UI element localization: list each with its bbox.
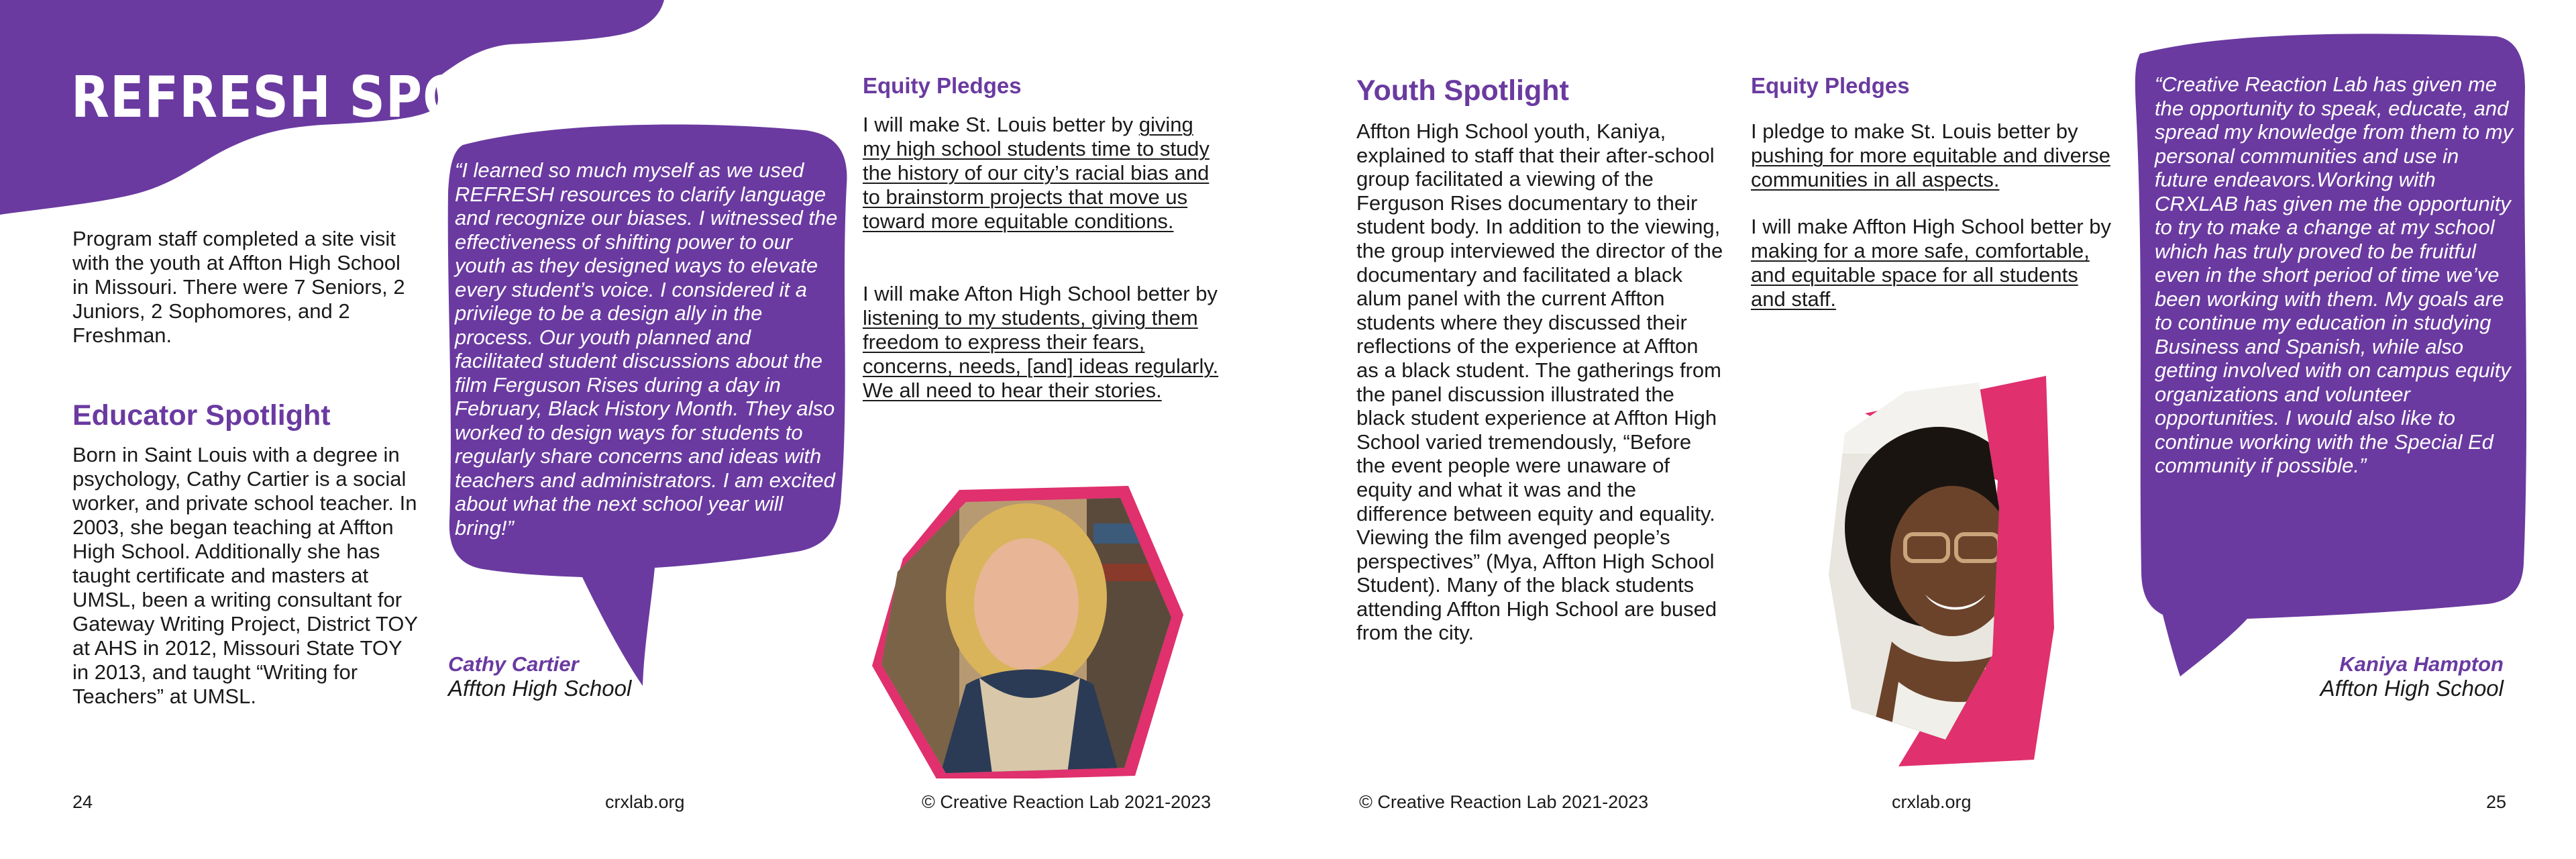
educator-quote: “I learned so much myself as we used REFRESH resources to clarify language and recognize our biases. I witnessed the effectiveness of shifting power to our youth as they designed ways to elevate every student’s voice. I considered it a privilege to be a design ally in the process. Our youth planned and facilitated student discussions about the film Ferguson Rises during a day in February, Black History Month. They also worked to design ways for students to regularly share concerns and ideas with teachers and administrators. I am excited about what the next school year will bring!” bbox=[455, 158, 838, 540]
footer-site-right: crxlab.org bbox=[1892, 792, 1972, 812]
pledge-stlouis-right bbox=[1751, 119, 2113, 192]
youth-spotlight-body: Affton High School youth, Kaniya, explained to staff that their after-school group facilitated a viewing of the Ferguson Rises documentary to their student body. In addition to the viewing, the group interviewed the director of the documentary and facilitated a black alum panel with the current Affton students where they discussed their reflections of the experience at Affton as a black student. The gatherings from the panel discussion illustrated the black student experience at Affton High School varied tremendously, “Before the event people were unaware of equity and what it was and the difference between equity and equality. Viewing the film avenged people’s perspectives” (Mya, Affton High School Student). Many of the black students attending Affton High School are bused from the city. bbox=[1356, 119, 1723, 645]
pledge-school-right bbox=[1751, 215, 2113, 311]
footer-page-number-left: 24 bbox=[72, 792, 93, 812]
pledge-text: I will make Affton High School better by bbox=[1751, 215, 2112, 238]
footer-page-number-right: 25 bbox=[2486, 792, 2507, 812]
pledge-underlined-text: listening to my students, giving them freedom to express their fears, concerns, needs, [and] ideas regularly. We all need to hear their stories. bbox=[863, 306, 1219, 402]
footer-copyright-right: © Creative Reaction Lab 2021-2023 bbox=[1359, 792, 1649, 812]
educator-spotlight-heading: Educator Spotlight bbox=[72, 399, 331, 432]
pledge-underlined-text: pushing for more equitable and diverse communities in all aspects. bbox=[1751, 144, 2110, 191]
youth-spotlight-heading: Youth Spotlight bbox=[1356, 74, 1569, 107]
educator-quote-name: Cathy Cartier bbox=[448, 652, 579, 676]
equity-pledges-heading-left: Equity Pledges bbox=[863, 73, 1022, 98]
educator-bio: Born in Saint Louis with a degree in psychology, Cathy Cartier is a social worker, and private school teacher. In 2003, she began teaching at Affton High School. Additionally she has taught certificate and masters at UMSL, been a writing consultant for Gateway Writing Project, District TOY at AHS in 2012, Missouri State TOY in 2013, and taught “Writing for Teachers” at UMSL. bbox=[72, 443, 418, 708]
pledge-text: I pledge to make St. Louis better by bbox=[1751, 119, 2078, 143]
intro-paragraph: Program staff completed a site visit with the youth at Affton High School in Missouri. There were 7 Seniors, 2 Juniors, 2 Sophomores, and 2 Freshman. bbox=[72, 227, 405, 347]
pledge-school-left bbox=[863, 282, 1225, 403]
pledge-text: I will make Afton High School better by bbox=[863, 282, 1218, 305]
pledge-underlined-text: giving my high school students time to study the history of our city’s racial bias and to brainstorm projects that move us toward more equitable conditions. bbox=[863, 113, 1210, 233]
pledge-text: I will make St. Louis better by bbox=[863, 113, 1139, 136]
equity-pledges-heading-right: Equity Pledges bbox=[1751, 73, 1910, 98]
footer-copyright-left: © Creative Reaction Lab 2021-2023 bbox=[922, 792, 1212, 812]
refresh-spotlight-wordmark: REFRESH SPOTLIGHT bbox=[71, 64, 670, 131]
pledge-underlined-text: making for a more safe, comfortable, and equitable space for all students and staff. bbox=[1751, 239, 2090, 311]
youth-quote: “Creative Reaction Lab has given me the opportunity to speak, educate, and spread my knowledge from them to my personal communities and use in future endeavors.Working with CRXLAB has given me the opportunity to try to make a change at my school which has truly proved to be fruitful even in the short period of time we’ve been working with them. My goals are to continue my education in studying Business and Spanish, while also getting involved with on campus equity organizations and volunteer opportunities. I would also like to continue working with the Special Ed community if possible.” bbox=[2155, 72, 2514, 477]
educator-quote-school: Affton High School bbox=[448, 676, 632, 701]
footer-site-left: crxlab.org bbox=[605, 792, 685, 812]
youth-quote-name: Kaniya Hampton bbox=[2339, 652, 2504, 676]
cathy-photo bbox=[865, 483, 1187, 778]
kaniya-photo bbox=[1825, 373, 2066, 769]
pledge-stlouis-left bbox=[863, 113, 1225, 234]
youth-quote-school: Affton High School bbox=[2320, 676, 2504, 701]
